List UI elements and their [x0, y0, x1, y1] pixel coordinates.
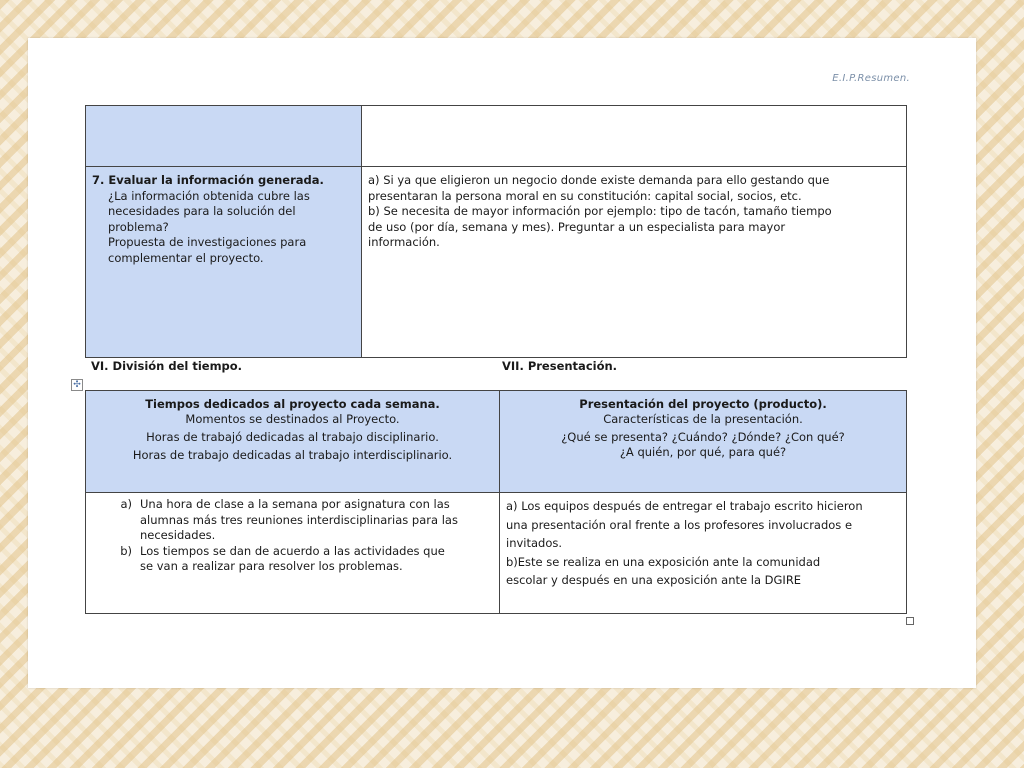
time-body-cell: [86, 493, 500, 614]
table-resize-handle-icon[interactable]: [906, 617, 914, 625]
time-presentation-table: [85, 390, 907, 614]
document-page: [28, 38, 976, 688]
time-header-line: Momentos se destinados al Proyecto.: [185, 412, 400, 426]
list-item-line: alumnas más tres reuniones interdisciplinarias para las: [140, 512, 458, 527]
evaluation-question-cell: [86, 167, 362, 358]
time-list-item: [86, 544, 489, 575]
table-move-handle-icon[interactable]: ✣: [71, 379, 83, 391]
list-marker: b): [120, 543, 132, 558]
presentation-body-line: invitados.: [506, 536, 563, 550]
presentation-header-line: Características de la presentación.: [603, 412, 803, 426]
presentation-body-line: escolar y después en una exposición ante la DGIRE: [506, 573, 802, 587]
evaluation-answer-line: de uso (por día, semana y mes). Preguntar a un especialista para mayor: [368, 219, 786, 234]
evaluation-answer-line: a) Si ya que eligieron un negocio donde existe demanda para ello gestando que: [368, 173, 830, 187]
presentation-header-line: ¿A quién, por qué, para qué?: [619, 445, 787, 459]
list-marker: a): [120, 497, 132, 511]
presentation-header-title: Presentación del proyecto (producto).: [579, 397, 827, 411]
evaluation-question-line: ¿La información obtenida cubre las: [108, 188, 310, 203]
evaluation-answer-cell: [362, 167, 907, 358]
presentation-header-line: ¿Qué se presenta? ¿Cuándo? ¿Dónde? ¿Con qué?: [561, 430, 845, 444]
evaluation-question-line: problema?: [108, 219, 169, 234]
time-header-line: Horas de trabajo dedicadas al trabajo interdisciplinario.: [132, 448, 453, 462]
list-item-line: Una hora de clase a la semana por asignatura con las: [140, 497, 450, 511]
time-header-cell: [86, 391, 500, 493]
evaluation-question-line: Propuesta de investigaciones para: [108, 235, 307, 249]
presentation-body-line: b)Este se realiza en una exposición ante la comunidad: [506, 554, 821, 569]
evaluation-answer-line: b) Se necesita de mayor información por ejemplo: tipo de tacón, tamaño tiempo: [368, 204, 832, 218]
time-header-title: Tiempos dedicados al proyecto cada semana.: [145, 397, 440, 411]
presentation-body-line: a) Los equipos después de entregar el trabajo escrito hicieron: [506, 499, 863, 513]
document-header-note: E.I.P.Resumen.: [832, 73, 910, 84]
evaluation-question-line: complementar el proyecto.: [108, 250, 264, 265]
time-header-line: Horas de trabajó dedicadas al trabajo disciplinario.: [146, 430, 439, 444]
evaluation-empty-left-cell: [86, 106, 362, 167]
presentation-body-cell: [500, 493, 907, 614]
presentation-body-line: una presentación oral frente a los profesores involucrados e: [506, 517, 853, 532]
presentation-header-cell: [500, 391, 907, 493]
section-titles: [85, 359, 907, 375]
evaluation-answer-line: información.: [368, 235, 440, 249]
section-title-presentation: VII. Presentación.: [502, 359, 618, 373]
evaluation-table: [85, 105, 907, 358]
evaluation-empty-right-cell: [362, 106, 907, 167]
evaluation-answer-line: presentaran la persona moral en su constitución: capital social, socios, etc.: [368, 188, 802, 203]
time-list: [86, 493, 499, 575]
time-list-item: [86, 497, 489, 544]
section-title-time-division: VI. División del tiempo.: [91, 359, 243, 373]
list-item-line: Los tiempos se dan de acuerdo a las actividades que: [140, 543, 445, 558]
list-item-line: necesidades.: [140, 528, 216, 542]
list-item-line: se van a realizar para resolver los problemas.: [140, 559, 403, 573]
evaluation-question-line: necesidades para la solución del: [108, 204, 296, 218]
evaluation-step-title: 7. Evaluar la información generada.: [92, 173, 324, 187]
